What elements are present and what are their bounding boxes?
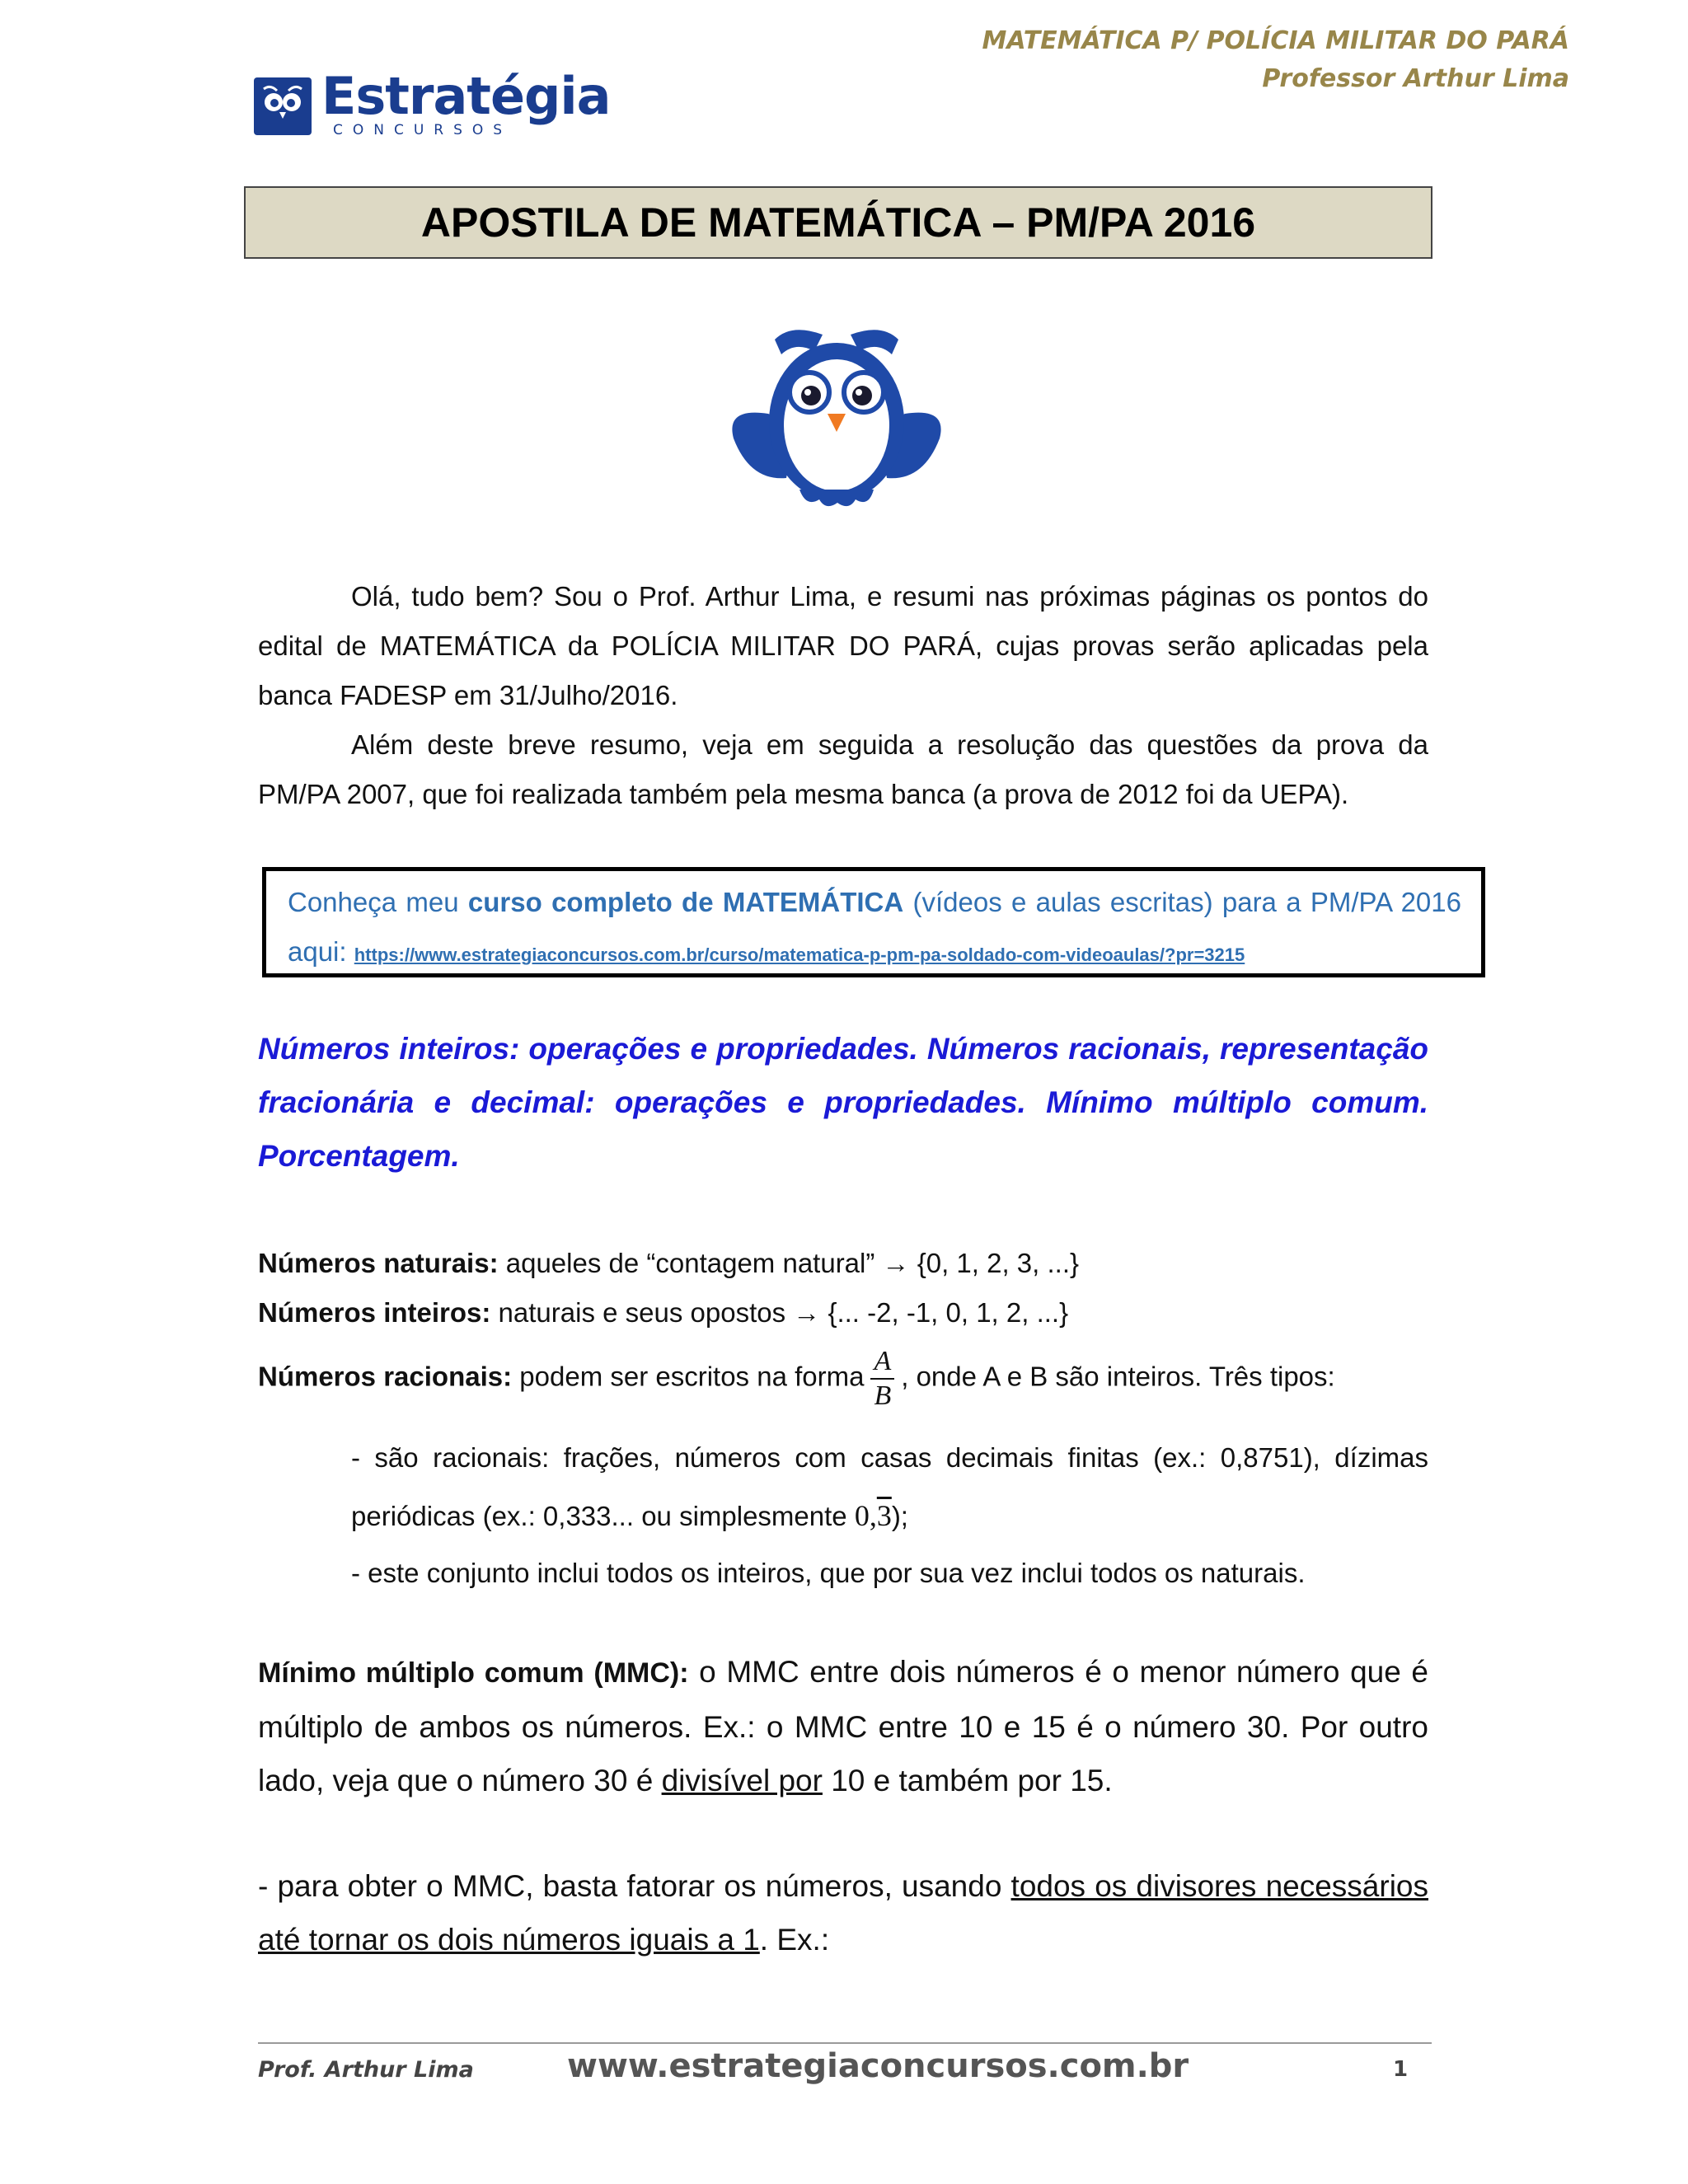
footer-author: Prof. Arthur Lima (258, 2057, 474, 2083)
promo-text-post: (vídeos e aulas escritas) para a PM/PA 2016 aqui: (288, 887, 1461, 967)
def-naturais-label: Números naturais: (258, 1248, 499, 1278)
fraction-denominator: B (874, 1380, 892, 1411)
def-inteiros-text: naturais e seus opostos (490, 1297, 794, 1328)
document-title: APOSTILA DE MATEMÁTICA – PM/PA 2016 (244, 186, 1432, 259)
def-racionais (258, 1345, 1335, 1413)
fraction-a-over-b (870, 1345, 894, 1413)
racionais-item-2: - este conjunto inclui todos os inteiros, que por sua vez inclui todos os naturais. (351, 1558, 1306, 1588)
course-promo-box (262, 867, 1485, 977)
mmc-text: o MMC entre dois números é o menor número que é múltiplo de ambos os números. Ex.: o MMC entre 10 e 15 é o número 30. Por outro lado, veja que o número 30 é (258, 1655, 1428, 1797)
owl-mascot-icon (717, 316, 956, 514)
footer-site[interactable]: www.estrategiaconcursos.com.br (567, 2047, 1189, 2085)
racionais-item-1-end: ); (891, 1501, 908, 1531)
def-inteiros (258, 1292, 1068, 1333)
intro-paragraph-1-text: Olá, tudo bem? Sou o Prof. Arthur Lima, e resumi nas próximas páginas os pontos do edital de MATEMÁTICA da POLÍCIA MILITAR DO PARÁ, cujas provas serão aplicadas pela banca FADESP em 31/Julho/2016. (258, 581, 1428, 710)
promo-text-bold: curso completo de MATEMÁTICA (467, 887, 904, 917)
mmc-method-underlined: todos os divisores necessários até tornar os dois números iguais a 1 (258, 1869, 1429, 1957)
promo-text-pre: Conheça meu (288, 887, 468, 917)
racionais-item-1-text: - são racionais: frações, números com casas decimais finitas (ex.: 0,8751), dízimas periódicas (ex.: 0,333... ou simplesmente (351, 1442, 1428, 1531)
mmc-definition (258, 1645, 1428, 1807)
def-racionais-text: podem ser escritos na forma (512, 1361, 865, 1392)
header-professor-line: Professor Arthur Lima (1262, 64, 1569, 93)
racionais-item-1 (351, 1429, 1428, 1545)
arrow-right-icon: → (882, 1248, 910, 1278)
course-link[interactable]: https://www.estrategiaconcursos.com.br/curso/matematica-p-pm-pa-soldado-com-videoaulas/?pr=3215 (354, 944, 1245, 965)
mmc-method-end: . Ex.: (759, 1923, 830, 1957)
page-number: 1 (1393, 2057, 1409, 2082)
def-inteiros-label: Números inteiros: (258, 1297, 491, 1328)
footer-divider (258, 2042, 1432, 2044)
repeating-decimal-int: 0, (854, 1499, 877, 1532)
def-racionais-text2: , onde A e B são inteiros. Três tipos: (901, 1361, 1335, 1392)
fraction-numerator: A (870, 1345, 894, 1380)
header-course-line: MATEMÁTICA P/ POLÍCIA MILITAR DO PARÁ (982, 26, 1569, 55)
owl-logo-icon (254, 77, 312, 135)
mmc-method (258, 1859, 1428, 1966)
mmc-text-end: 10 e também por 15. (822, 1764, 1113, 1797)
mmc-method-text: - para obter o MMC, basta fatorar os números, usando (258, 1869, 1011, 1903)
intro-paragraph-2 (258, 720, 1428, 819)
arrow-right-icon: → (793, 1297, 821, 1328)
repeating-decimal (855, 1499, 892, 1532)
intro-paragraph-2-text: Além deste breve resumo, veja em seguida a resolução das questões da prova da PM/PA 2007, que foi realizada também pela mesma banca (a prova de 2012 foi da UEPA). (258, 729, 1428, 809)
intro-paragraph-1 (258, 572, 1428, 720)
def-naturais (258, 1243, 1079, 1284)
logo-wordmark: Estratégia (321, 66, 611, 126)
topic-heading: Números inteiros: operações e propriedades. Números racionais, representação fracionária e decimal: operações e propriedades. Mínimo múltiplo comum. Porcentagem. (258, 1032, 1428, 1173)
logo-subtitle: CONCURSOS (333, 122, 513, 138)
mmc-label: Mínimo múltiplo comum (MMC): (258, 1657, 689, 1689)
mmc-underlined: divisível por (661, 1764, 823, 1797)
def-naturais-text: aqueles de “contagem natural” (498, 1248, 883, 1278)
def-inteiros-set: {... -2, -1, 0, 1, 2, ...} (820, 1297, 1069, 1328)
def-racionais-label: Números racionais: (258, 1361, 513, 1392)
def-naturais-set: {0, 1, 2, 3, ...} (909, 1248, 1080, 1278)
repeating-decimal-digit: 3 (876, 1499, 892, 1532)
